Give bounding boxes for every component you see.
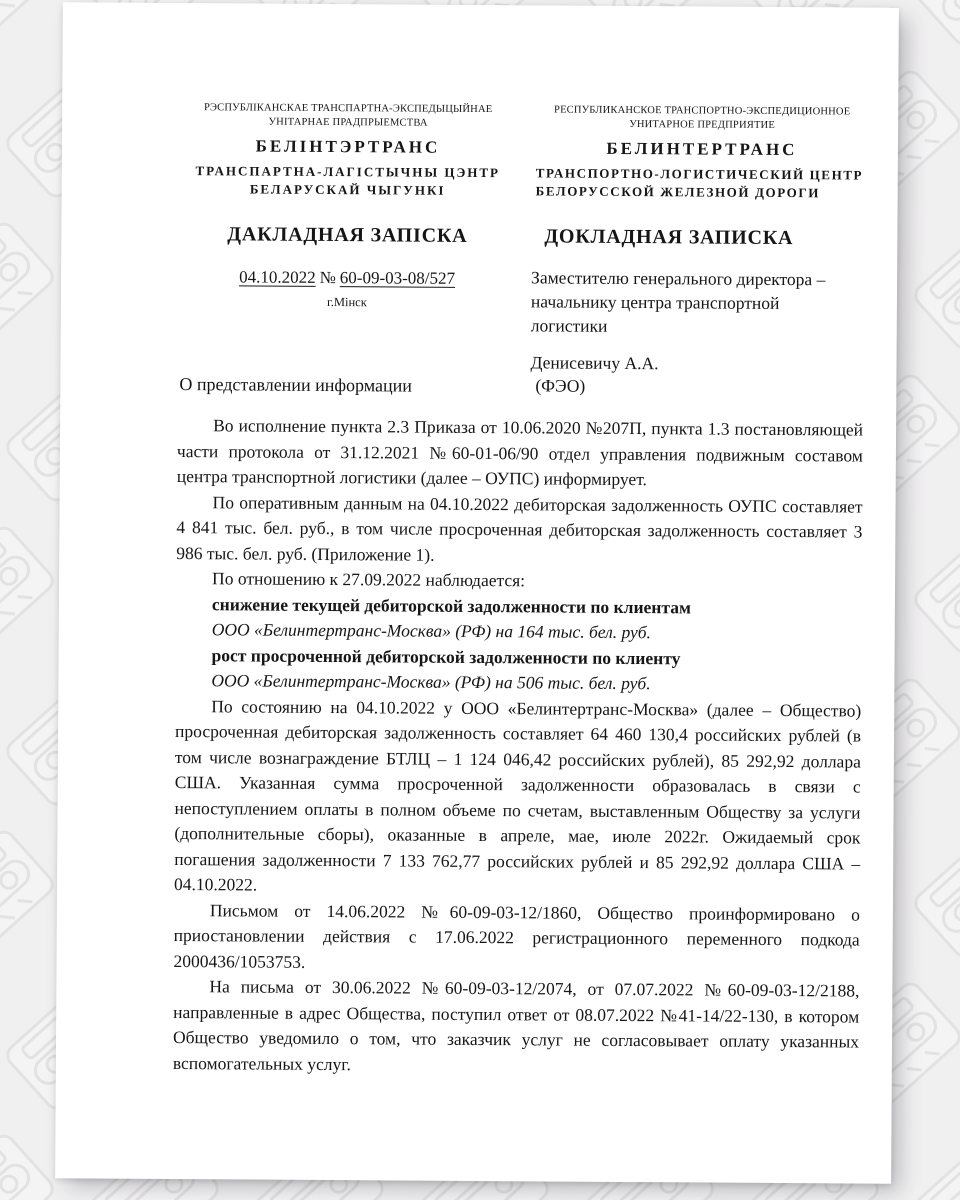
doc-number: 60-09-03-08/527 — [339, 268, 456, 288]
body-paragraph: По состоянию на 04.10.2022 у ООО «Белинтертранс-Москва» (далее – Общество) просроченная дебиторская задолженность составляет 64 460 130,4 российских рублей (в том числе вознаграждение БТЛЦ – 1 124 046,42 российских рублей), 85 292,92 доллара США. Указанная сумма просроченной задолженности образовалась в связи с непоступлением оплаты в полном объеме по счетам, выставленным Обществу за услуги (дополнительные сборы), оказанные в апреле, мае, июле 2022г. Ожидаемый срок погашения задолженности 7 133 762,77 российских рублей и 85 292,92 доллара США – 04.10.2022. — [173, 695, 862, 895]
document-body — [173, 413, 863, 1081]
letterhead-right — [530, 103, 872, 399]
cassette-doodle-icon — [920, 548, 960, 632]
division-name — [532, 164, 872, 202]
cassette-doodle-icon — [920, 0, 960, 24]
number-sign: № — [319, 267, 336, 288]
company-name: БЕЛИНТЕРТРАНС — [606, 138, 798, 160]
recipient-department: (ФЭО) — [535, 375, 586, 396]
recipient-name: Денисевичу А.А. — [530, 352, 659, 374]
body-paragraph: Письмом от 14.06.2022 №60-09-03-12/1860, Общество проинформировано о приостановлении действия с 17.06.2022 регистрационного переменного подкода 2000436/1053753. — [173, 899, 860, 972]
doc-date: 04.10.2022 — [239, 267, 316, 287]
org-name-line: УНІТАРНАЕ ПРАДПРЫЕМСТВА — [268, 116, 428, 129]
org-name-line: УНИТАРНОЕ ПРЕДПРИЯТИЕ — [629, 118, 776, 131]
body-paragraph: ООО «Белинтертранс-Москва» (РФ) на 164 тыс. бел. руб. — [211, 619, 652, 643]
body-paragraph: На письма от 30.06.2022 №60-09-03-12/2074, от 07.07.2022 №60-09-03-12/2188, направленные в адрес Общества, поступил ответ от 08.07.2022 №41-14/22-130, в котором Общество уведомило о том, что заказчик услуг не согласовывает оплату указанных вспомогательных услуг. — [172, 976, 860, 1074]
body-paragraph: рост просроченной дебиторской задолженности по клиенту — [211, 644, 681, 668]
cassette-doodle-icon — [0, 1156, 48, 1200]
division-line: БЕЛОРУССКОЙ ЖЕЛЕЗНОЙ ДОРОГИ — [535, 183, 821, 201]
body-paragraph: По оперативным данным на 04.10.2022 дебиторская задолженность ОУПС составляет 4 841 тыс. бел. руб., в том числе просроченная дебиторская задолженность составляет 3 986 тыс. бел. руб. (Приложение 1). — [176, 491, 863, 565]
cassette-doodle-icon — [920, 852, 960, 936]
org-name-line: РЕСПУБЛИКАНСКОЕ ТРАНСПОРТНО-ЭКСПЕДИЦИОННОЕ — [554, 104, 851, 118]
body-paragraph: ООО «Белинтертранс-Москва» (РФ) на 506 тыс. бел. руб. — [211, 670, 651, 694]
cassette-doodle-icon — [0, 244, 48, 328]
document-type-title: ДАКЛАДНАЯ ЗАПІСКА — [227, 223, 468, 247]
city-label: г.Мінск — [327, 294, 367, 310]
cassette-doodle-icon — [920, 244, 960, 328]
letterhead-left — [177, 101, 518, 311]
document-page — [55, 2, 899, 1184]
division-line: БЕЛАРУСКАЙ ЧЫГУНКІ — [249, 181, 446, 198]
cassette-doodle-icon — [0, 0, 48, 24]
recipient-block — [530, 351, 870, 399]
company-name: БЕЛІНТЭРТРАНС — [255, 136, 441, 157]
division-name — [178, 162, 518, 200]
subject-line: О представлении информации — [179, 374, 413, 396]
addressee-block: Заместителю генерального директора – начальнику центра транспортной логистики — [530, 267, 826, 336]
cassette-doodle-icon — [0, 852, 48, 936]
body-paragraph: По отношению к 27.09.2022 наблюдается: — [212, 568, 526, 591]
cassette-doodle-icon — [920, 1156, 960, 1200]
division-line: ТРАНСПАРТНА-ЛАГІСТЫЧНЫ ЦЭНТР — [195, 163, 501, 181]
org-name-line: РЭСПУБЛІКАНСКАЕ ТРАНСПАРТНА-ЭКСПЕДЫЦЫЙНАЕ — [203, 102, 493, 116]
body-paragraph: Во исполнение пункта 2.3 Приказа от 10.06.2020 №207П, пункта 1.3 постановляющей части протокола от 31.12.2021 №60-01-06/90 отдел управления подвижным составом центра транспортной логистики (далее – ОУПС) информирует. — [176, 415, 864, 490]
document-type-title: ДОКЛАДНАЯ ЗАПИСКА — [544, 225, 794, 250]
division-line: ТРАНСПОРТНО-ЛОГИСТИЧЕСКИЙ ЦЕНТР — [535, 165, 864, 183]
doc-reference-row — [177, 267, 517, 289]
cassette-doodle-icon — [0, 548, 48, 632]
body-paragraph: снижение текущей дебиторской задолженности по клиентам — [211, 593, 691, 617]
